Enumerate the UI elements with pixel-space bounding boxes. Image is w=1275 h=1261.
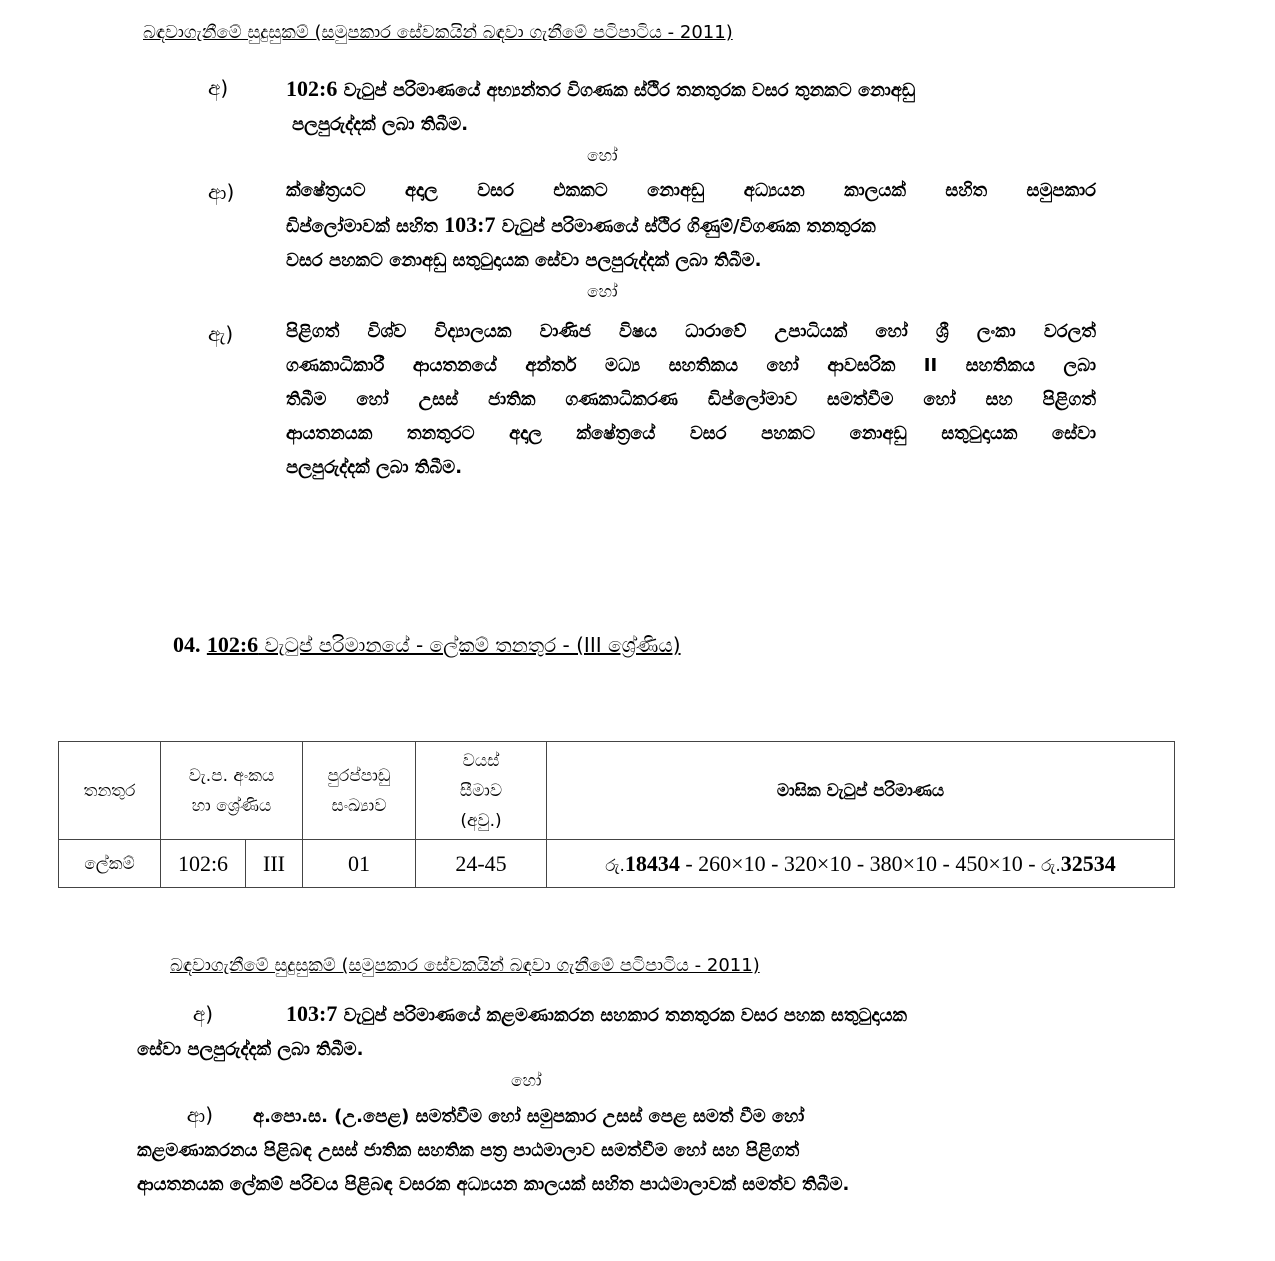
post-scale: 102:6	[206, 632, 259, 657]
item-aa-line1: ක්ෂේත්‍රයට අදාල වසර එකකට නොඅඩු අධ්‍යයන කාලයක් සහිත සමුපකාර	[286, 180, 1096, 201]
salary-scale-number: 102:6	[286, 76, 338, 101]
table-row	[59, 840, 1175, 888]
item-marker-aa: ආ)	[208, 180, 235, 204]
item-aa-line2b: වැටුප් පරිමාණයේ ස්ථිර ගිණුම්/විගණක තනතුරක	[495, 216, 876, 237]
item-ae-line5: පලපුරුද්දක් ලබා තිබීම.	[286, 457, 463, 478]
item-aa-line2a: ඩිප්ලෝමාවක් සහිත	[286, 216, 445, 237]
criteria2-a-line1: වැටුප් පරිමාණයේ කළමණාකරන සහකාර තනතුරක වසර පහක සතුටුදායක	[337, 1005, 908, 1026]
or-separator-3: හෝ	[511, 1071, 542, 1091]
criteria2-a-line2: සේවා පලපුරුද්දක් ලබා තිබීම.	[137, 1039, 364, 1060]
criteria-heading-1: බඳවාගැනීමේ සුදුසුකම් (සමුපකාර සේවකයින් බඳවා ගැනීමේ පටිපාටිය - 2011)	[143, 22, 733, 43]
header-code-grade-l1: වැ.ප. අංකය	[188, 765, 275, 786]
salary-end: 32534	[1060, 850, 1116, 876]
item-aa-text	[286, 174, 1096, 278]
criteria-heading-2: බඳවාගැනීමේ සුදුසුකම් (සමුපකාර සේවකයින් බඳවා ගැනීමේ පටිපාටිය - 2011)	[170, 955, 760, 976]
item-a-line2: පලපුරුද්දක් ලබා තිබීම.	[292, 114, 469, 135]
item-ae-text	[286, 315, 1096, 485]
salary-start: 18434	[624, 850, 680, 876]
cell-code: 102:6	[161, 840, 246, 888]
item-a-line1: වැටුප් පරිමාණයේ අභ්‍යන්තර විගණක ස්ථිර තනතුරක වසර තුනකට නොඅඩු	[337, 80, 916, 101]
header-vacancies-l1: පුරප්පාඩු	[327, 765, 391, 786]
item-ae-line2: ගණකාධිකාරී ආයතනයේ අන්තර් මධ්‍ය සහතිකය හෝ ආවසරික II සහතිකය ලබා	[286, 355, 1096, 376]
header-age-l1: වයස්	[462, 750, 500, 771]
item-ae-line4: ආයතනයක තනතුරට අදාල ක්ෂේත්‍රයේ වසර පහකට නොඅඩු සතුටුදායක සේවා	[286, 423, 1096, 444]
criteria2-aa-line2: කළමණාකරනය පිළිබඳ උසස් ජාතික සහතික පත්‍ර පාඨමාලාව සමත්වීම හෝ සහ පිළිගත්	[137, 1140, 800, 1161]
post-04-title	[173, 632, 681, 658]
table-header-row	[59, 742, 1175, 840]
criteria2-aa-line3: ආයතනයක ලේකම් පරිචය පිළිබඳ වසරක අධ්‍යයන කාලයක් සහිත පාඨමාලාවක් සමත්ව තිබීම.	[137, 1174, 850, 1195]
header-code-grade	[161, 742, 303, 840]
item-ae-line1: පිළිගත් විශ්ව විද්‍යාලයක වාණිජ විෂය ධාරාවේ උපාධියක් හෝ ශ්‍රී ලංකා වරලත්	[286, 321, 1096, 342]
cell-vacancies: 01	[303, 840, 416, 888]
header-vacancies	[303, 742, 416, 840]
or-separator-1: හෝ	[587, 146, 618, 166]
item-ae-line3: තිබීම හෝ උසස් ජාතික ගණකාධිකරණ ඩිප්ලෝමාව සමත්වීම හෝ සහ පිළිගත්	[286, 389, 1096, 410]
criteria2-marker-aa: ආ)	[186, 1103, 213, 1127]
item-marker-a: අ)	[208, 76, 229, 100]
header-age-l2: සීමාව	[459, 780, 503, 801]
header-salary: මාසික වැටුප් පරිමාණය	[547, 742, 1175, 840]
criteria2-item-a	[137, 997, 1097, 1067]
header-post: තනතුර	[59, 742, 161, 840]
header-vacancies-l2: සංඛ්‍යාව	[331, 795, 387, 816]
currency-prefix: රු.	[1041, 855, 1061, 876]
currency-prefix: රු.	[605, 855, 625, 876]
header-code-grade-l2: හා ශ්‍රේණිය	[191, 795, 272, 816]
salary-scale-number: 103:7	[444, 212, 496, 237]
criteria2-aa-line1: අ.පො.ස. (උ.පෙළ) සමත්වීම හෝ සමුපකාර උසස් පෙළ සමත් වීම හෝ	[253, 1106, 805, 1127]
salary-scale-number: 103:7	[286, 1001, 338, 1026]
or-separator-2: හෝ	[587, 282, 618, 302]
cell-age: 24-45	[416, 840, 547, 888]
cell-grade: III	[246, 840, 303, 888]
criteria2-marker-a: අ)	[192, 1002, 213, 1026]
post-title-text: වැටුප් පරිමානයේ - ලේකම් තනතුර - (III ශ්‍රේණිය)	[258, 633, 681, 657]
cell-post: ලේකම්	[59, 840, 161, 888]
header-age-l3: (අවු.)	[460, 810, 502, 831]
cell-salary	[547, 840, 1175, 888]
post-number: 04.	[173, 632, 201, 657]
post-details-table	[58, 741, 1175, 888]
salary-steps: - 260×10 - 320×10 - 380×10 - 450×10 -	[679, 850, 1042, 876]
criteria2-item-aa	[137, 1098, 1097, 1202]
header-age	[416, 742, 547, 840]
item-marker-ae: ඇ)	[208, 322, 234, 346]
item-a-text	[286, 72, 1096, 142]
item-aa-line3: වසර පහකට නොඅඩු සතුටුදායක සේවා පලපුරුද්දක් ලබා තිබීම.	[286, 250, 762, 271]
